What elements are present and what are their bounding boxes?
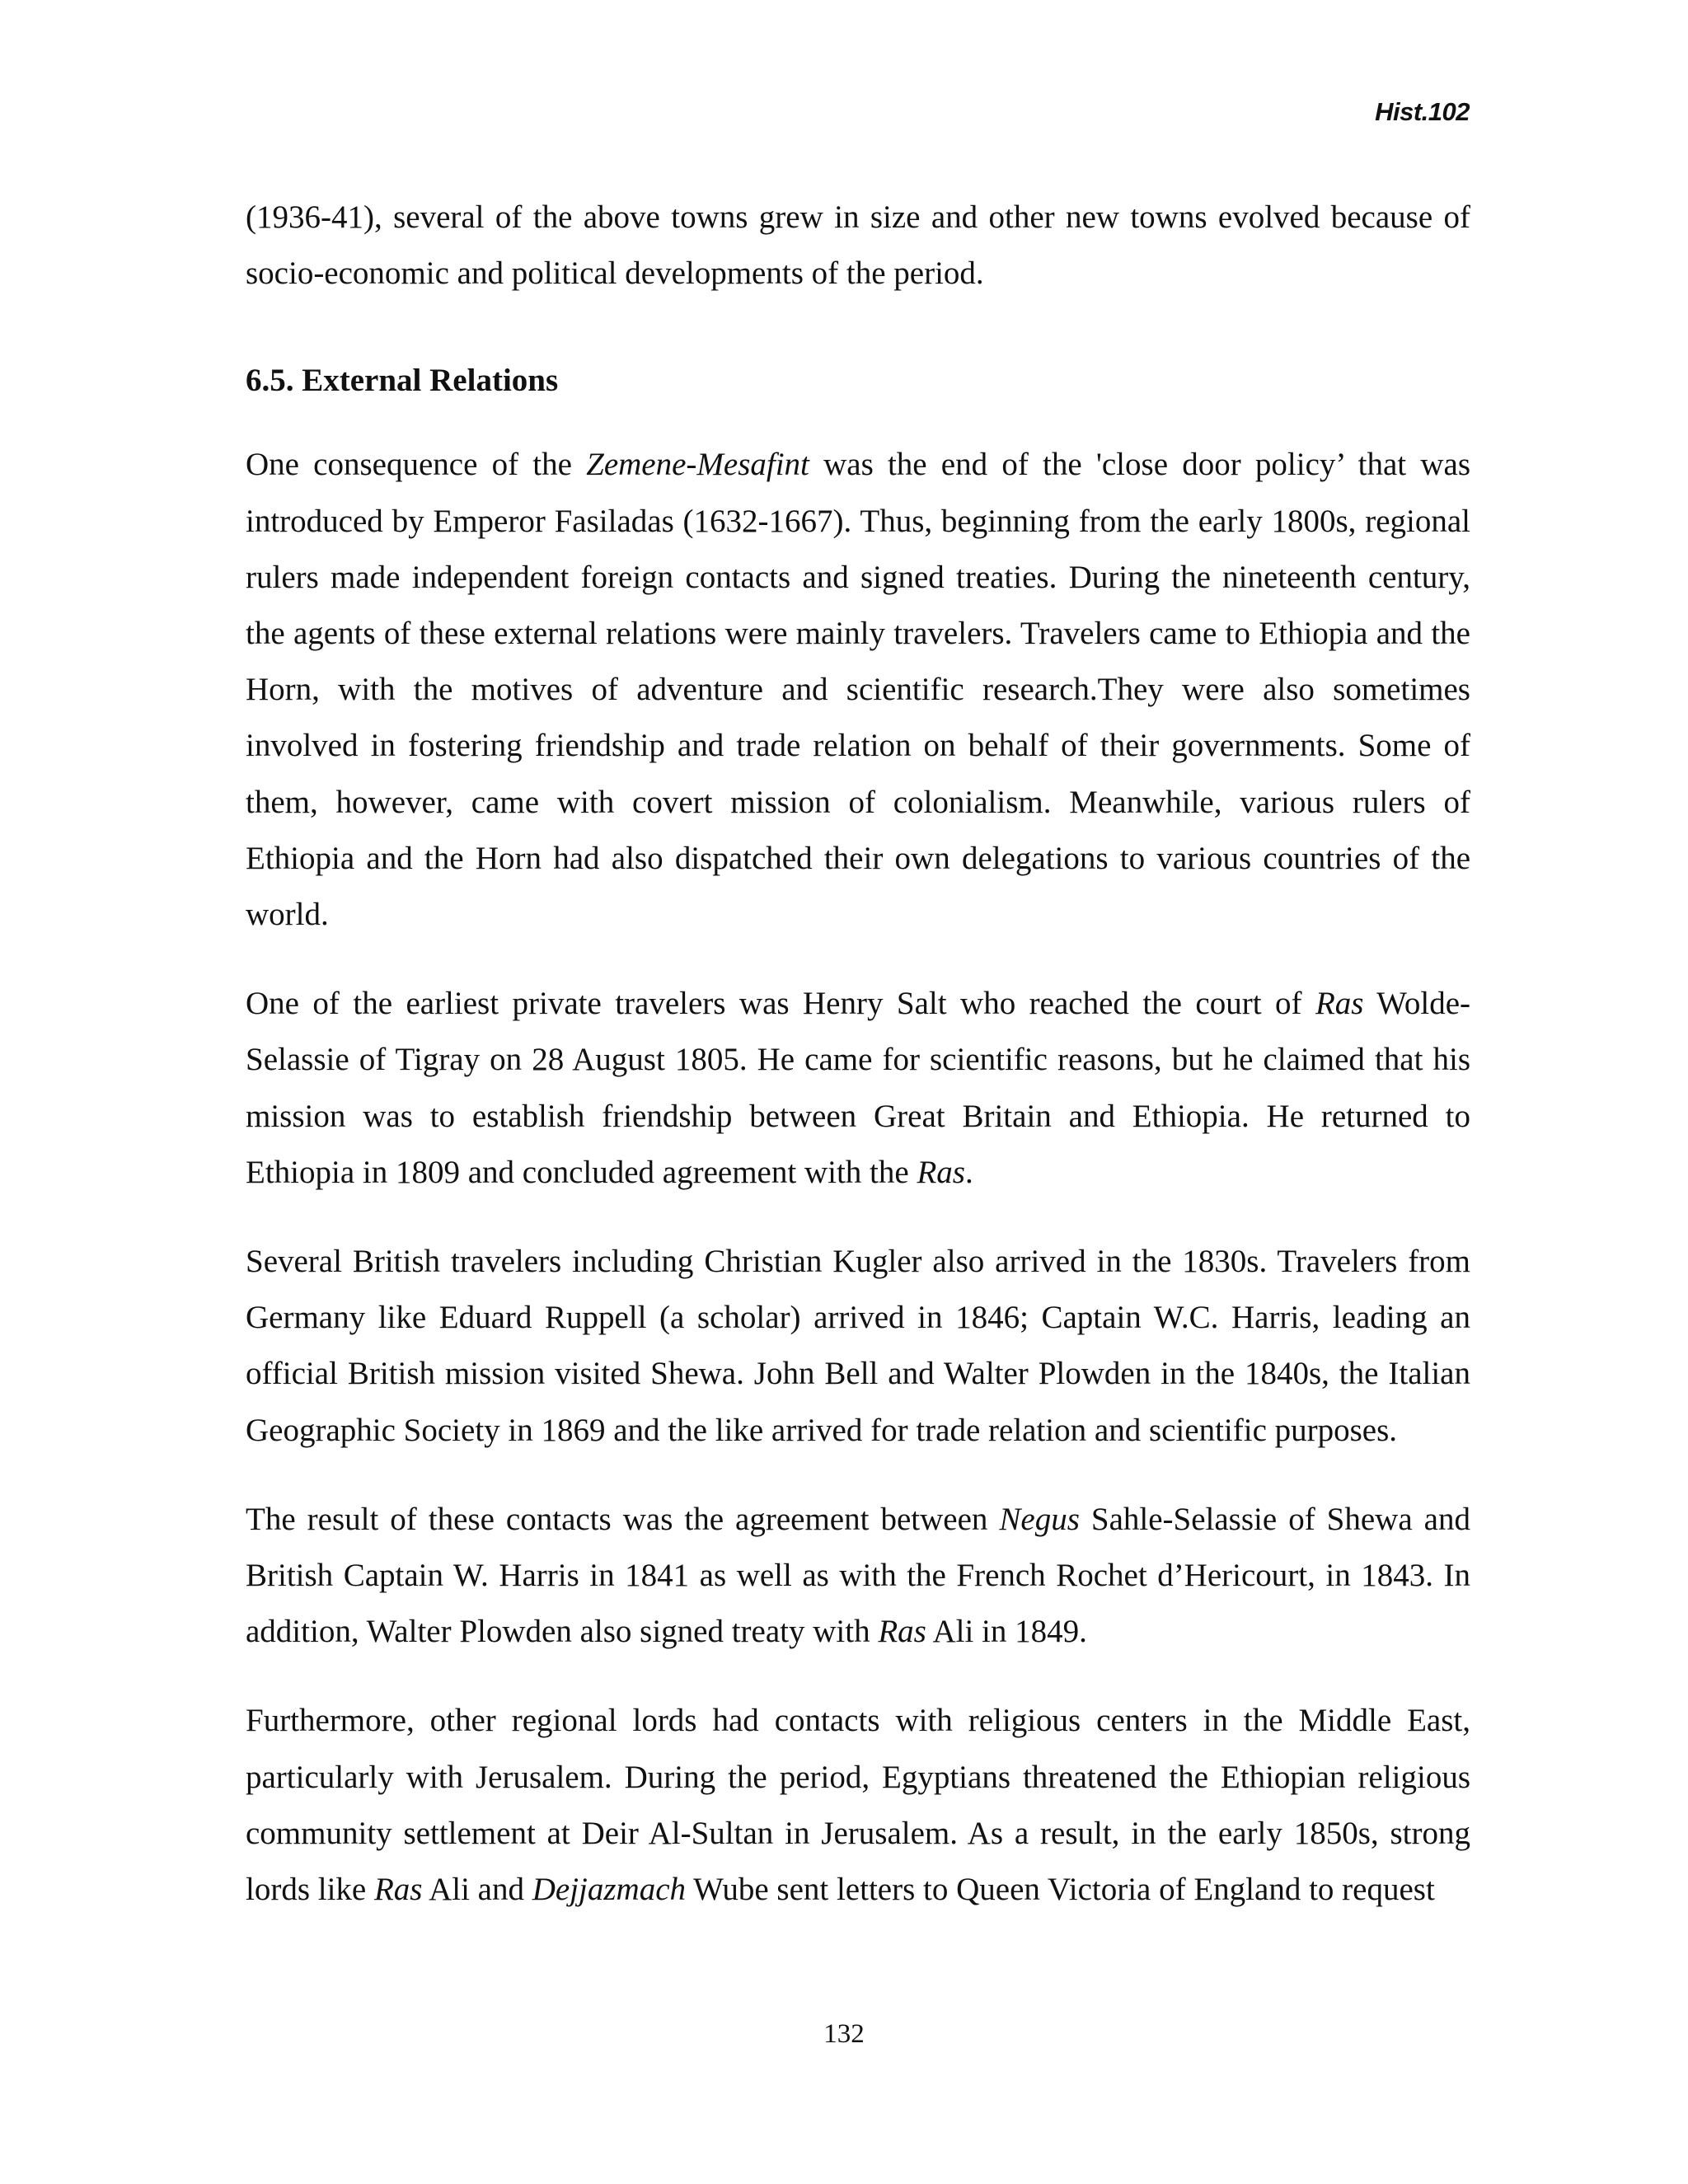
text-run: Sahle-Selassie of Shewa and British Captain W. Harris in 1841 as well as with the French Rochet d’Hericourt, in 1843. In addition, Walter Plowden also signed treaty with [246,1501,1470,1650]
text-run: Ali and [422,1872,532,1908]
text-run: The result of these contacts was the agreement between [246,1501,1000,1537]
italic-term: Ras [1315,986,1364,1022]
italic-term: Negus [999,1501,1080,1537]
paragraph-continuation: (1936-41), several of the above towns grew in size and other new towns evolved because of socio-economic and political developments of the period. [246,199,1470,292]
italic-term: Ras [917,1154,965,1190]
italic-term: Ras [373,1872,423,1908]
italic-term: Ras [878,1614,926,1650]
page-number: 132 [823,2019,865,2049]
paragraph-british-travelers: Several British travelers including Christian Kugler also arrived in the 1830s. Travelers from Germany like Eduard Ruppell (a scholar) arrived in 1846; Captain W.C. Harris, leading an official British mission visited Shewa. John Bell and Walter Plowden in the 1840s, the Italian Geographic Society in 1869 and the like arrived for trade relation and scientific purposes. [246,1244,1470,1448]
text-run: Furthermore, other regional lords had contacts with religious centers in the Middle East, particularly with Jerusalem. During the period, Egyptians threatened the Ethiopian religious community settlement at Deir Al-Sultan in Jerusalem. As a result, in the early 1850s, strong lords like [246,1703,1470,1908]
italic-term: Dejjazmach [532,1872,687,1908]
paragraph-zemene-mesafint [246,437,1470,943]
paragraph-agreements [246,1492,1470,1661]
text-run: One of the earliest private travelers was Henry Salt who reached the court of [246,986,1315,1022]
text-run: . [964,1154,973,1190]
text-run: One consequence of the [246,447,587,483]
paragraph-jerusalem [246,1693,1470,1918]
running-header: Hist.102 [1375,97,1470,126]
page-body [246,190,1470,1918]
italic-term: Zemene-Mesafint [586,447,809,483]
text-run: Wolde-Selassie of Tigray on 28 August 1805. He came for scientific reasons, but he claimed that his mission was to establish friendship between Great Britain and Ethiopia. He returned to Ethiopia in 1809 and concluded agreement with the [246,986,1470,1190]
text-run: was the end of the 'close door policy’ that was introduced by Emperor Fasiladas (1632-1667). Thus, beginning from the early 1800s, regional rulers made independent foreign contacts and signed treaties. During the nineteenth century, the agents of these external relations were mainly travelers. Travelers came to Ethiopia and the Horn, with the motives of adventure and scientific research.They were also sometimes involved in fostering friendship and trade relation on behalf of their governments. Some of them, however, came with covert mission of colonialism. Meanwhile, various rulers of Ethiopia and the Horn had also dispatched their own delegations to various countries of the world. [246,447,1470,933]
text-run: Ali in 1849. [926,1614,1087,1650]
paragraph-henry-salt [246,976,1470,1201]
text-run: Wube sent letters to Queen Victoria of England to request [686,1872,1435,1908]
section-heading: 6.5. External Relations [246,363,559,399]
